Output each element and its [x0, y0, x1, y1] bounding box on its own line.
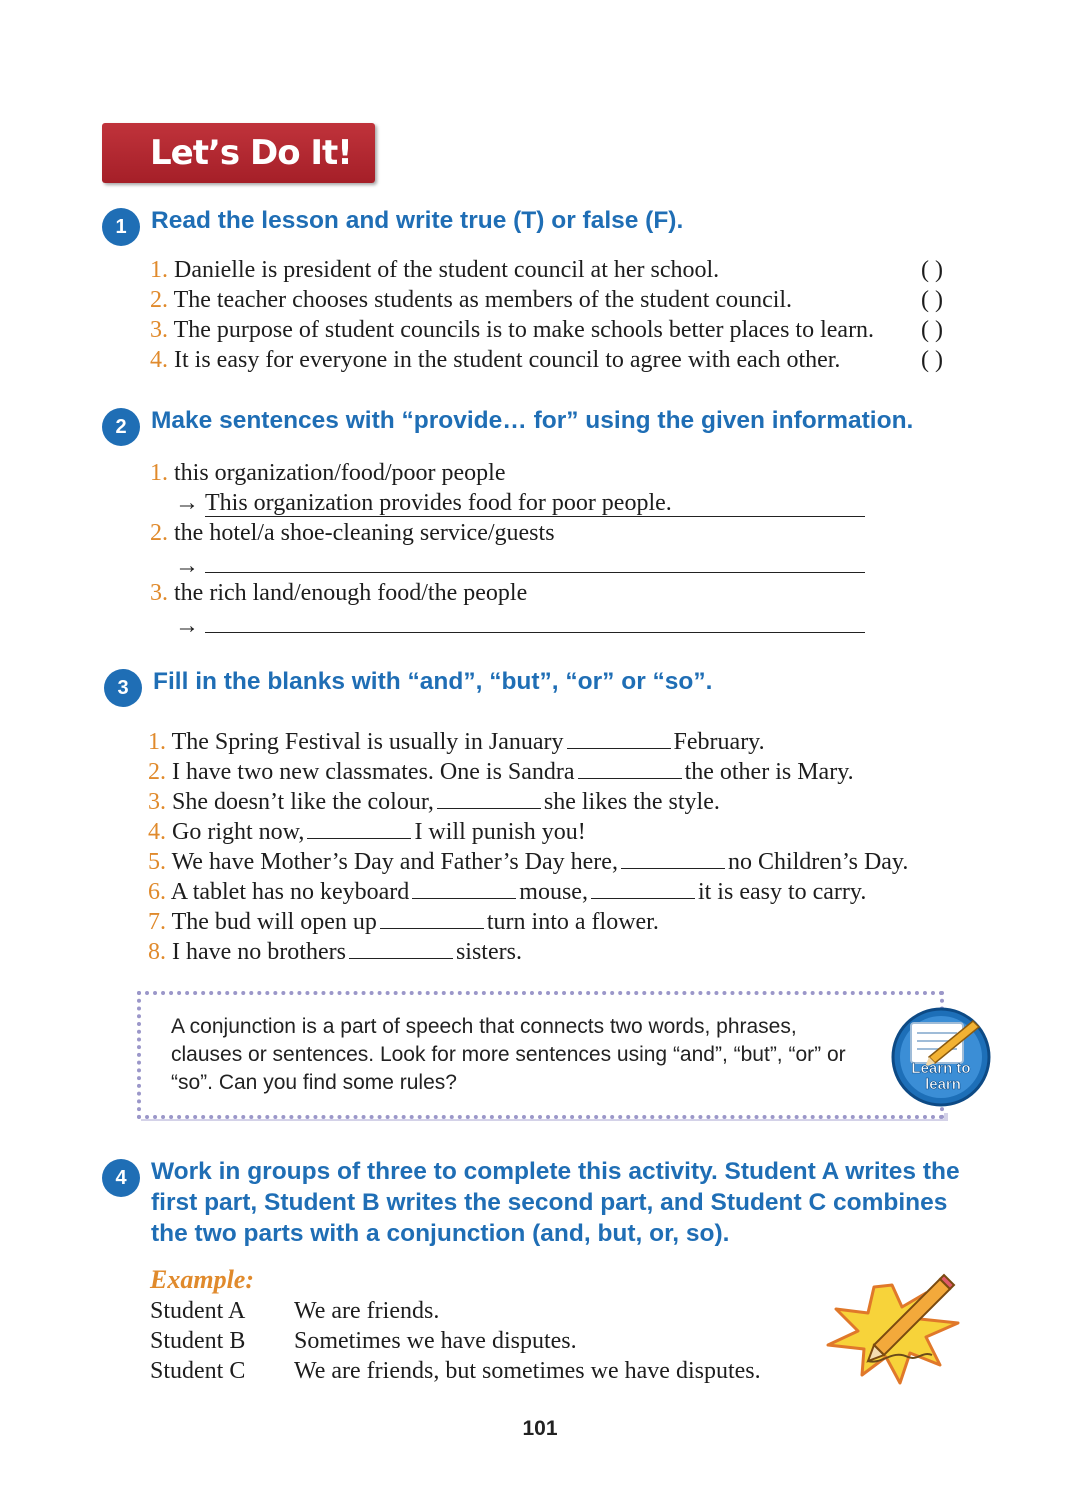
answer-row: [150, 488, 865, 518]
blank-field[interactable]: [380, 906, 484, 929]
exercise-1-heading: [102, 205, 683, 246]
exercise-4-heading: [102, 1156, 971, 1249]
list-item: 5. We have Mother’s Day and Father’s Day here, no Children’s Day.: [148, 846, 908, 876]
blank-field[interactable]: [412, 876, 516, 899]
answer-row: [150, 548, 865, 578]
example-dialogue: [150, 1296, 761, 1386]
icon-label: Learn to: [911, 1060, 971, 1077]
blank-field[interactable]: [578, 756, 682, 779]
tip-text: A conjunction is a part of speech that connects two words, phrases, clauses or sentences. Look for more sentences using “and”, “but”, “or” or “so”. Can you find some rules?: [171, 1015, 846, 1094]
list-item: 1. Danielle is president of the student council at her school. ( ): [150, 257, 943, 283]
blank-field[interactable]: [437, 786, 541, 809]
exercise-instruction: Fill in the blanks with “and”, “but”, “or” or “so”.: [153, 668, 713, 695]
learn-to-learn-tip: [137, 991, 944, 1119]
exercise-number-badge: 2: [102, 408, 140, 446]
example-row: Student B Sometimes we have disputes.: [150, 1328, 577, 1354]
example-row: Student C We are friends, but sometimes we have disputes.: [150, 1358, 761, 1384]
answer-line[interactable]: [205, 548, 865, 573]
list-item: 2. I have two new classmates. One is Sandra the other is Mary.: [148, 756, 908, 786]
list-item: 3. She doesn’t like the colour, she likes the style.: [148, 786, 908, 816]
icon-label: learn: [925, 1076, 961, 1093]
exercise-instruction: Read the lesson and write true (T) or false (F).: [151, 207, 684, 234]
example-label: Example:: [150, 1265, 254, 1294]
exercise-instruction: Work in groups of three to complete this activity. Student A writes the first part, Student B writes the second part, and Student C combines the two parts with a conjunction (and, but, or, so).: [151, 1158, 960, 1247]
list-item: 7. The bud will open up turn into a flower.: [148, 906, 908, 936]
answer-parentheses[interactable]: ( ): [921, 287, 943, 313]
exercise-2-list: [150, 458, 865, 638]
answer-parentheses[interactable]: ( ): [921, 347, 943, 373]
blank-field[interactable]: [591, 876, 695, 899]
list-item: 2. the hotel/a shoe-cleaning service/guests: [150, 520, 555, 546]
list-item: 4. Go right now, I will punish you!: [148, 816, 908, 846]
exercise-number-badge: 1: [102, 208, 140, 246]
arrow-icon: →: [175, 553, 199, 579]
example-row: Student A We are friends.: [150, 1298, 440, 1324]
list-item: 3. The purpose of student councils is to make schools better places to learn. ( ): [150, 317, 943, 343]
exercise-instruction: Make sentences with “provide… for” using the given information.: [151, 407, 914, 434]
learn-to-learn-icon: [885, 1005, 993, 1109]
list-item: 3. the rich land/enough food/the people: [150, 580, 528, 606]
arrow-icon: →: [175, 613, 199, 639]
exercise-1-list: [150, 255, 943, 375]
answer-parentheses[interactable]: ( ): [921, 317, 943, 343]
pencil-starburst-icon: [822, 1265, 962, 1385]
blank-field[interactable]: [567, 726, 671, 749]
answer-row: [150, 608, 865, 638]
answer-line[interactable]: This organization provides food for poor people.: [205, 490, 865, 517]
list-item: 8. I have no brothers sisters.: [148, 936, 908, 966]
exercise-number-badge: 4: [102, 1159, 140, 1197]
answer-parentheses[interactable]: ( ): [921, 257, 943, 283]
list-item: 4. It is easy for everyone in the student council to agree with each other. ( ): [150, 347, 943, 373]
arrow-icon: →: [175, 490, 199, 516]
exercise-number-badge: 3: [104, 669, 142, 707]
exercise-3-list: [148, 726, 908, 966]
page-number: 101: [522, 1417, 558, 1440]
exercise-2-heading: [102, 405, 913, 446]
blank-field[interactable]: [349, 936, 453, 959]
answer-line[interactable]: [205, 608, 865, 633]
list-item: 1. this organization/food/poor people: [150, 460, 506, 486]
list-item: 6. A tablet has no keyboard mouse, it is easy to carry.: [148, 876, 908, 906]
blank-field[interactable]: [621, 846, 725, 869]
section-banner: Let’s Do It!: [102, 123, 375, 183]
list-item: 1. The Spring Festival is usually in January February.: [148, 726, 908, 756]
exercise-3-heading: [104, 666, 712, 707]
blank-field[interactable]: [307, 816, 411, 839]
list-item: 2. The teacher chooses students as members of the student council. ( ): [150, 287, 943, 313]
